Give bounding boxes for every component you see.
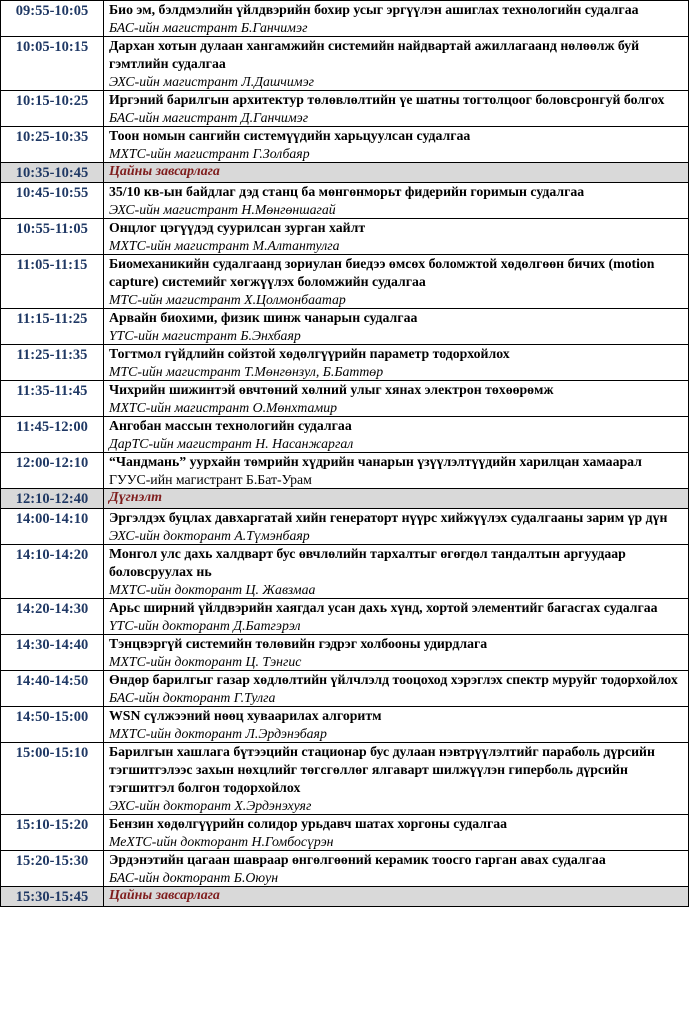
session-row	[1, 183, 689, 219]
session-time: 10:25-10:35	[1, 127, 104, 163]
presentation-cell	[104, 309, 689, 345]
presentation-title: Тэнцвэргүй системийн төлөвийн гэдрэг холбооны удирдлага	[109, 636, 488, 651]
presenter: МТС-ийн магистрант Т.Мөнгөнзул, Б.Баттөр	[109, 364, 384, 379]
presentation-title: Бензин хөдөлгүүрийн солидор урьдавч шатах хоргоны судалгаа	[109, 816, 508, 831]
presentation-title: Тоон номын сангийн системүүдийн харьцуулсан судалгаа	[109, 128, 471, 143]
session-row	[1, 815, 689, 851]
presentation-cell	[104, 255, 689, 309]
presenter: МХТС-ийн магистрант М.Алтантулга	[109, 238, 340, 253]
session-row	[1, 255, 689, 309]
session-time: 11:05-11:15	[1, 255, 104, 309]
session-time: 12:00-12:10	[1, 453, 104, 489]
break-row	[1, 489, 689, 509]
break-label: Цайны завсарлага	[109, 164, 220, 179]
session-time: 11:35-11:45	[1, 381, 104, 417]
session-row	[1, 707, 689, 743]
presenter: БАС-ийн магистрант Д.Ганчимэг	[109, 110, 309, 125]
presentation-cell	[104, 417, 689, 453]
session-time: 10:15-10:25	[1, 91, 104, 127]
break-label: Цайны завсарлага	[109, 888, 220, 903]
presenter: ГУУС-ийн магистрант Б.Бат-Урам	[109, 472, 312, 487]
session-time: 11:45-12:00	[1, 417, 104, 453]
presenter: ЭХС-ийн докторант А.Түмэнбаяр	[109, 528, 310, 543]
presenter: МХТС-ийн магистрант О.Мөнхтамир	[109, 400, 338, 415]
session-time: 15:10-15:20	[1, 815, 104, 851]
presentation-cell	[104, 545, 689, 599]
session-row	[1, 635, 689, 671]
session-row	[1, 509, 689, 545]
session-row	[1, 671, 689, 707]
session-row	[1, 743, 689, 815]
session-row	[1, 345, 689, 381]
break-cell	[104, 887, 689, 907]
presentation-cell	[104, 707, 689, 743]
session-time: 14:10-14:20	[1, 545, 104, 599]
session-time: 10:05-10:15	[1, 37, 104, 91]
session-time: 09:55-10:05	[1, 1, 104, 37]
session-time: 14:40-14:50	[1, 671, 104, 707]
presentation-cell	[104, 183, 689, 219]
presenter: МХТС-ийн докторант Ц. Тэнгис	[109, 654, 302, 669]
presentation-title: Онцлог цэгүүдэд суурилсан зурган хайлт	[109, 220, 366, 235]
session-time: 15:30-15:45	[1, 887, 104, 907]
session-time: 11:25-11:35	[1, 345, 104, 381]
session-time: 14:50-15:00	[1, 707, 104, 743]
presentation-title: Дархан хотын дулаан хангамжийн системийн найдвартай ажиллагаанд нөлөөлж буй гэмтлийн судалгаа	[109, 38, 640, 71]
presenter: ҮТС-ийн магистрант Б.Энхбаяр	[109, 328, 301, 343]
session-row	[1, 453, 689, 489]
presenter: ЭХС-ийн магистрант Н.Мөнгөншагай	[109, 202, 336, 217]
schedule-body	[1, 1, 689, 907]
presentation-title: Арьс ширний үйлдвэрийн хаягдал усан дахь хүнд, хортой элементийг багасгах судалгаа	[109, 600, 658, 615]
session-time: 14:20-14:30	[1, 599, 104, 635]
session-time: 11:15-11:25	[1, 309, 104, 345]
session-time: 10:45-10:55	[1, 183, 104, 219]
presentation-cell	[104, 815, 689, 851]
session-time: 10:35-10:45	[1, 163, 104, 183]
presentation-cell	[104, 381, 689, 417]
session-row	[1, 91, 689, 127]
presentation-cell	[104, 37, 689, 91]
presentation-cell	[104, 345, 689, 381]
session-row	[1, 599, 689, 635]
session-row	[1, 417, 689, 453]
session-time: 14:30-14:40	[1, 635, 104, 671]
session-row	[1, 219, 689, 255]
presentation-cell	[104, 219, 689, 255]
presenter: ҮТС-ийн докторант Д.Батгэрэл	[109, 618, 301, 633]
presentation-cell	[104, 1, 689, 37]
session-row	[1, 1, 689, 37]
presentation-cell	[104, 599, 689, 635]
break-cell	[104, 489, 689, 509]
session-time: 14:00-14:10	[1, 509, 104, 545]
presentation-title: Арвайн биохими, физик шинж чанарын судалгаа	[109, 310, 418, 325]
presentation-title: “Чандмань” уурхайн төмрийн хүдрийн чанарын үзүүлэлтүүдийн харилцан хамаарал	[109, 454, 642, 469]
session-time: 12:10-12:40	[1, 489, 104, 509]
presentation-title: Эрдэнэтийн цагаан шавраар өнгөлгөөний керамик тоосго гарган авах судалгаа	[109, 852, 606, 867]
presentation-cell	[104, 127, 689, 163]
presentation-cell	[104, 453, 689, 489]
presenter: МеХТС-ийн докторант Н.Гомбосүрэн	[109, 834, 334, 849]
break-row	[1, 163, 689, 183]
session-row	[1, 381, 689, 417]
presentation-title: Эргэлдэх буцлах давхаргатай хийн генераторт нүүрс хийжүүлэх судалгааны зарим үр дүн	[109, 510, 668, 525]
presenter: БАС-ийн докторант Б.Оюун	[109, 870, 279, 885]
presentation-title: Тогтмол гүйдлийн сойзтой хөдөлгүүрийн параметр тодорхойлох	[109, 346, 510, 361]
presenter: МТС-ийн магистрант Х.Цолмонбаатар	[109, 292, 346, 307]
presentation-title: Чихрийн шижинтэй өвчтөний хөлний улыг хянах электрон төхөөрөмж	[109, 382, 554, 397]
presentation-cell	[104, 91, 689, 127]
presentation-title: Биомеханикийн судалгаанд зориулан биедээ өмсөх боломжтой хөдөлгөөн бичих (motion capture) системийг хөгжүүлэх боломжийн судалгаа	[109, 256, 655, 289]
presenter: БАС-ийн магистрант Б.Ганчимэг	[109, 20, 308, 35]
presentation-title: 35/10 кв-ын байдлаг дэд станц ба мөнгөнморьт фидерийн горимын судалгаа	[109, 184, 585, 199]
presentation-title: Барилгын хашлага бүтээцийн стационар бус дулаан нэвтрүүлэлтийг параболь дүрсийн тэгшитгэлээс захын нөхцлийг төгсгөллөг ялгаварт шилжүүлэн гиперболь дүрсийн тэгшитгэл болгон тодорхойлох	[109, 744, 655, 795]
presentation-cell	[104, 851, 689, 887]
presentation-cell	[104, 635, 689, 671]
session-time: 15:20-15:30	[1, 851, 104, 887]
presenter: ЭХС-ийн магистрант Л.Дашчимэг	[109, 74, 315, 89]
presentation-title: WSN сүлжээний нөөц хуваарилах алгоритм	[109, 708, 382, 723]
session-time: 10:55-11:05	[1, 219, 104, 255]
session-row	[1, 851, 689, 887]
session-row	[1, 37, 689, 91]
session-time: 15:00-15:10	[1, 743, 104, 815]
presentation-title: Иргэний барилгын архитектур төлөвлөлтийн үе шатны тогтолцоог боловсронгуй болгох	[109, 92, 665, 107]
break-row	[1, 887, 689, 907]
presenter: ЭХС-ийн докторант Х.Эрдэнэхуяг	[109, 798, 312, 813]
presentation-cell	[104, 509, 689, 545]
session-row	[1, 309, 689, 345]
presentation-title: Био эм, бэлдмэлийн үйлдвэрийн бохир усыг эргүүлэн ашиглах технологийн судалгаа	[109, 2, 639, 17]
presentation-cell	[104, 743, 689, 815]
presentation-title: Монгол улс дахь халдварт бус өвчлөлийн тархалтыг өгөгдөл тандалтын аргуудаар боловсруулах нь	[109, 546, 626, 579]
break-cell	[104, 163, 689, 183]
presenter: БАС-ийн докторант Г.Тулга	[109, 690, 276, 705]
presenter: ДарТС-ийн магистрант Н. Насанжаргал	[109, 436, 354, 451]
session-row	[1, 545, 689, 599]
break-label: Дүгнэлт	[109, 490, 163, 505]
presentation-title: Өндөр барилгыг газар хөдлөлтийн үйлчлэлд тооцоход хэрэглэх спектр муруйг тодорхойлох	[109, 672, 678, 687]
presentation-title: Ангобан массын технологийн судалгаа	[109, 418, 352, 433]
presentation-cell	[104, 671, 689, 707]
session-row	[1, 127, 689, 163]
presenter: МХТС-ийн магистрант Г.Золбаяр	[109, 146, 310, 161]
presenter: МХТС-ийн докторант Ц. Жавзмаа	[109, 582, 316, 597]
presenter: МХТС-ийн докторант Л.Эрдэнэбаяр	[109, 726, 327, 741]
